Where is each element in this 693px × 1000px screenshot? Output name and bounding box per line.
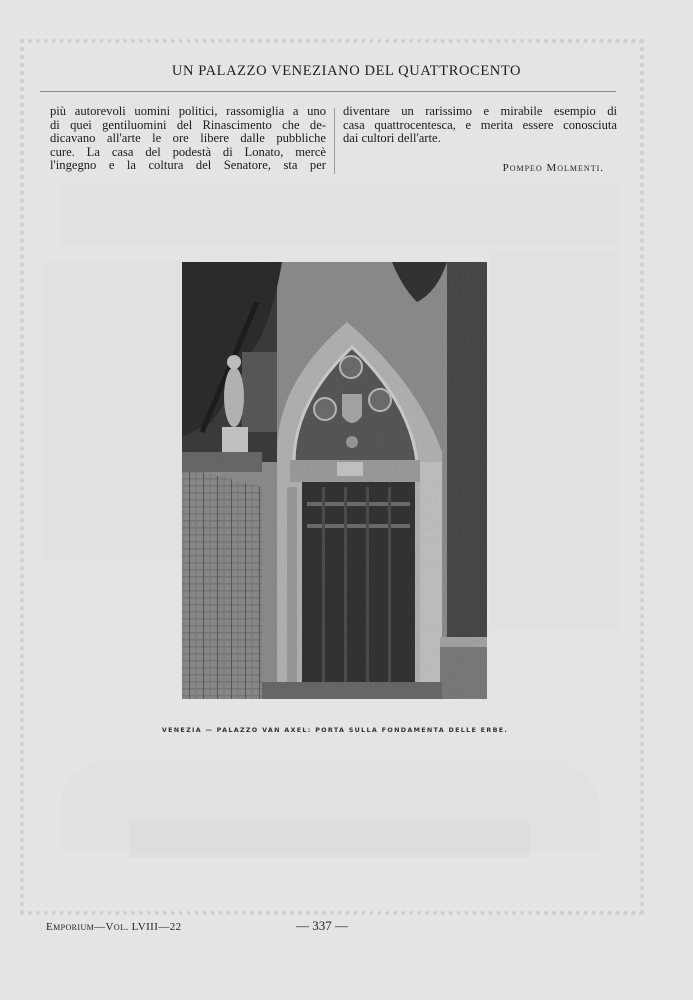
journal-footer: Emporium—Vol. LVIII—22 <box>46 921 182 933</box>
doorway-illustration <box>182 262 487 699</box>
text-line: casa quattrocentesca, e merita essere conosciuta <box>343 117 617 132</box>
author-signature: Pompeo Molmenti. <box>502 162 604 174</box>
text-line: cure. La casa del podestà di Lonato, mercè <box>50 144 326 159</box>
header-rule-divider <box>40 91 616 92</box>
text-line: più autorevoli uomini politici, rassomiglia a uno <box>50 104 326 118</box>
text-line: dicavano all'arte le ore libere dalle pubbliche <box>50 131 326 146</box>
text-column-right <box>343 105 617 146</box>
text-line: dai cultori dell'arte. <box>343 131 441 146</box>
figure-caption: VENEZIA — PALAZZO VAN AXEL: PORTA SULLA FONDAMENTA DELLE ERBE. <box>161 726 509 734</box>
running-head-title: UN PALAZZO VENEZIANO DEL QUATTROCENTO <box>171 63 522 79</box>
text-line: l'ingegno e la coltura del Senatore, sta per <box>50 158 326 173</box>
column-divider-rule <box>334 108 335 174</box>
photo-venetian-gothic-doorway <box>182 262 487 699</box>
page-number: — 337 — <box>296 918 348 933</box>
text-column-left <box>50 105 326 173</box>
text-line: di quei gentiluomini del Rinascimento che de- <box>50 117 326 132</box>
text-line: diventare un rarissimo e mirabile esempio di <box>343 104 617 118</box>
